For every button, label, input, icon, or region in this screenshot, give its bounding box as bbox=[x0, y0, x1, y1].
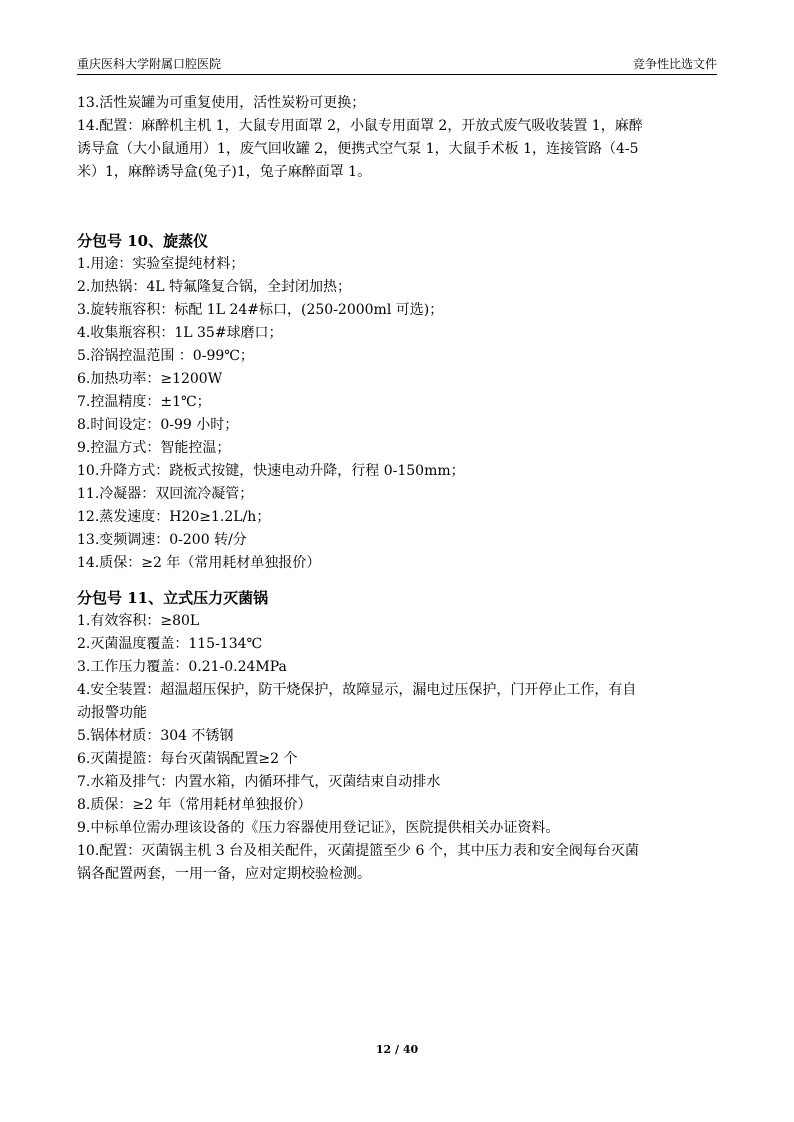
section-heading: 分包号 11、立式压力灭菌锅 bbox=[77, 589, 269, 607]
header-document-type: 竞争性比选文件 bbox=[632, 57, 717, 71]
spec-item: 8.质保：≥2 年（常用耗材单独报价） bbox=[77, 797, 312, 813]
spec-item: 5.锅体材质：304 不锈钢 bbox=[77, 728, 234, 744]
spec-item: 7.水箱及排气：内置水箱，内循环排气，灭菌结束自动排水 bbox=[77, 774, 441, 790]
spec-item: 9.中标单位需办理该设备的《压力容器使用登记证》，医院提供相关办证资料。 bbox=[77, 820, 560, 836]
text-line: 13.活性炭罐为可重复使用，活性炭粉可更换； bbox=[77, 95, 366, 111]
spec-item: 4.安全装置：超温超压保护，防干烧保护，故障显示，漏电过压保护，门开停止工作，有自 bbox=[77, 682, 637, 698]
spec-item: 锅各配置两套，一用一备，应对定期校验检测。 bbox=[77, 866, 371, 882]
spec-item: 3.工作压力覆盖：0.21-0.24MPa bbox=[77, 659, 287, 675]
spec-item: 11.冷凝器：双回流冷凝管； bbox=[77, 486, 254, 502]
section-10 bbox=[77, 230, 717, 575]
spec-item: 12.蒸发速度：H20≥1.2L/h； bbox=[77, 509, 271, 525]
text-line: 诱导盒（大小鼠通用）1，废气回收罐 2，便携式空气泵 1，大鼠手术板 1，连接管路（4-5 bbox=[77, 141, 639, 157]
spec-item: 6.灭菌提篮：每台灭菌锅配置≥2 个 bbox=[77, 751, 298, 767]
spec-item: 6.加热功率：≥1200W bbox=[77, 371, 223, 387]
spec-item: 5.浴锅控温范围 ：0-99℃； bbox=[77, 348, 254, 364]
spec-item: 2.加热锅：4L 特氟隆复合锅，全封闭加热； bbox=[77, 279, 352, 295]
spec-item: 7.控温精度：±1℃； bbox=[77, 394, 211, 410]
document-body bbox=[77, 92, 717, 886]
spec-item: 13.变频调速：0-200 转/分 bbox=[77, 532, 247, 548]
header-institution: 重庆医科大学附属口腔医院 bbox=[77, 57, 222, 71]
spec-item: 1.用途：实验室提纯材料； bbox=[77, 256, 245, 272]
spec-item: 4.收集瓶容积：1L 35#球磨口； bbox=[77, 325, 283, 341]
spec-item: 10.配置：灭菌锅主机 3 台及相关配件，灭菌提篮至少 6 个，其中压力表和安全阀每台灭菌 bbox=[77, 843, 639, 859]
spec-item: 9.控温方式：智能控温； bbox=[77, 440, 231, 456]
spec-item: 1.有效容积：≥80L bbox=[77, 613, 200, 629]
section-11 bbox=[77, 587, 717, 886]
spec-item: 2.灭菌温度覆盖：115-134℃ bbox=[77, 636, 263, 652]
intro-block bbox=[77, 92, 717, 184]
page-header bbox=[77, 56, 717, 75]
spec-item: 8.时间设定：0-99 小时； bbox=[77, 417, 239, 433]
page-number: 12 / 40 bbox=[375, 1043, 419, 1056]
text-line: 14.配置：麻醉机主机 1，大鼠专用面罩 2，小鼠专用面罩 2，开放式废气吸收装置 1，麻醉 bbox=[77, 118, 643, 134]
section-heading: 分包号 10、旋蒸仪 bbox=[77, 232, 209, 250]
spec-item: 10.升降方式：跷板式按键，快速电动升降，行程 0-150mm； bbox=[77, 463, 465, 479]
spec-item: 动报警功能 bbox=[77, 705, 147, 721]
text-line: 米）1，麻醉诱导盒(兔子)1，兔子麻醉面罩 1。 bbox=[77, 164, 372, 180]
spec-item: 14.质保：≥2 年（常用耗材单独报价） bbox=[77, 555, 321, 571]
spec-item: 3.旋转瓶容积：标配 1L 24#标口，(250-2000ml 可选)； bbox=[77, 302, 444, 318]
